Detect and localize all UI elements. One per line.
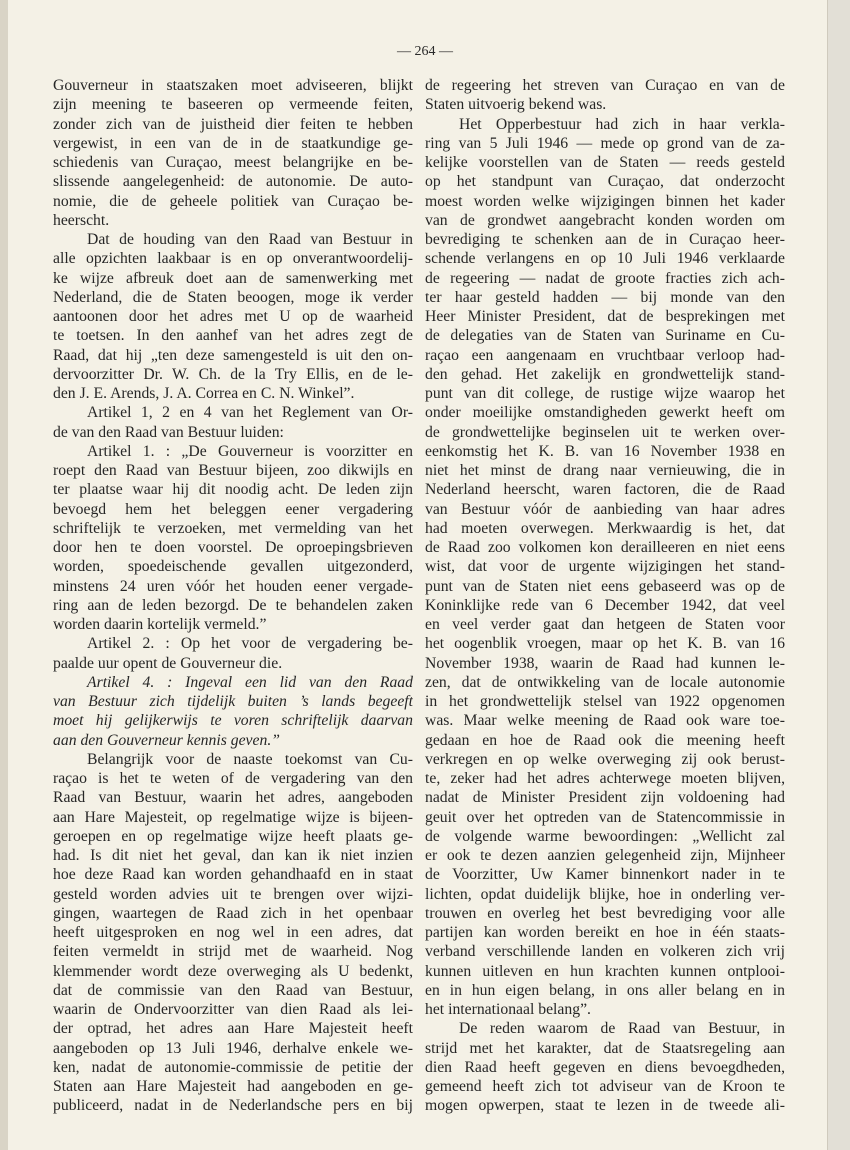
text-line: trouwen en overleg het best bevrediging voor alle: [425, 904, 785, 922]
text-line: ke wijze afbreuk doet aan de samenwerking met: [53, 269, 413, 287]
text-line: zijn meening te baseeren op vermeende feiten,: [53, 96, 413, 114]
text-line: waarin de Ondervoorzitter van dien Raad als lei-: [53, 1001, 413, 1018]
text-line: den J. E. Arends, J. A. Correa en C. N. Winkel”.: [53, 385, 355, 402]
text-line: publiceerd, nadat in de Nederlandsche pers en bij: [53, 1097, 413, 1115]
text-line: de delegaties van de Staten van Suriname en Cu-: [425, 327, 785, 345]
text-line: schiedenis van Curaçao, meest belangrijke en be-: [53, 154, 413, 171]
text-line: ter plaatse waar hij dit noodig acht. De leden zijn: [53, 481, 413, 499]
text-line: minstens 24 uren vóór het houden eener vergade-: [53, 577, 413, 595]
text-line: de Raad zoo volkomen kon derailleeren en niet eens: [425, 539, 785, 556]
text-line: verband verschillende landen en volkeren zich vrij: [425, 943, 785, 961]
text-line: van Bestuur zich tijdelijk buiten ’s lands begeeft: [53, 693, 413, 710]
text-line: Gouverneur in staatszaken moet adviseeren, blijkt: [53, 77, 413, 94]
text-line: had. Is dit niet het geval, dan kan ik niet inzien: [53, 847, 413, 864]
text-line: de volgende warme bewoordingen: „Wellicht zal: [425, 827, 785, 845]
left-text-column: [53, 76, 413, 1116]
text-line: punt van dit college, de rustige wijze waarop het: [425, 385, 785, 402]
text-line: van de grondwet aangebracht konden worden om: [425, 211, 785, 229]
text-line: bevoegd hem het beleggen eener vergadering: [53, 500, 413, 518]
text-line: en veel verder gaat dan hetgeen de Staten voor: [425, 616, 785, 633]
text-line: De reden waarom de Raad van Bestuur, in: [459, 1020, 785, 1038]
text-line: Artikel 1, 2 en 4 van het Reglement van Or-: [87, 404, 413, 422]
text-line: den gehad. Het zakelijk en grondwettelijk stand-: [425, 365, 785, 383]
text-line: verkregen en op welke overweging zij ook berust-: [425, 750, 785, 768]
text-line: te, zeker had het adres achterwege moeten blijven,: [425, 770, 785, 787]
text-line: zen, dat de ontwikkeling van de locale autonomie: [425, 673, 785, 691]
text-line: gingen, waartegen de Raad zich in het openbaar: [53, 904, 413, 922]
text-line: kunnen uitleven en hun krachten kunnen ontplooi-: [425, 962, 785, 980]
text-line: ter haar gesteld hadden — bij monde van den: [425, 288, 785, 306]
text-line: schriftelijk te verzoeken, met vermelding van het: [53, 519, 413, 537]
text-line: was. Maar welke meening de Raad ook ware toe-: [425, 712, 785, 730]
text-line: geroepen en op regelmatige wijze heeft plaats ge-: [53, 827, 413, 845]
text-line: had moeten overwegen. Merkwaardig is het, dat: [425, 519, 785, 537]
text-line: Belangrijk voor de naaste toekomst van Cu-: [87, 750, 413, 768]
text-line: gesteld worden advies uit te brengen over wijzi-: [53, 885, 413, 903]
text-line: heeft uitgesproken en nog wel in een adres, dat: [53, 924, 413, 941]
text-line: dervoorzitter Dr. W. Ch. de la Try Ellis, en de le-: [53, 365, 413, 383]
text-line: worden, spoedeischende gevallen uitgezonderd,: [53, 558, 413, 576]
text-line: ken, nadat de autonomie-commissie de petitie der: [53, 1058, 413, 1076]
text-line: in het grondwettelijk stelsel van 1922 opgenomen: [425, 693, 785, 710]
text-line: van Bestuur vóór de aanbieding van haar adres: [425, 500, 785, 518]
text-line: de grondwettelijke beginselen uit te werken over-: [425, 423, 785, 441]
text-line: Het Opperbestuur had zich in haar verkla-: [459, 115, 785, 133]
text-line: en in hun eigen belang, in ons aller belang en in: [425, 981, 785, 999]
page-left-edge: [0, 0, 8, 1150]
text-line: raçao is het te weten of de vergadering van den: [53, 770, 413, 787]
text-line: niet het minst de drang naar vernieuwing, die in: [425, 462, 785, 479]
text-line: lichten, opdat duidelijk blijke, hoe in onderling ver-: [425, 885, 785, 903]
text-line: raçao een aangenaam en vruchtbaar verloop had-: [425, 346, 785, 364]
text-line: strijd met het karakter, dat de Staatsregeling aan: [425, 1039, 785, 1057]
text-line: het oogenblik vroegen, maar op het K. B. van 16: [425, 635, 785, 653]
text-line: November 1938, waarin de Raad had kunnen le-: [425, 654, 785, 672]
text-line: aantoonen door het adres met U op de waarheid: [53, 308, 413, 325]
text-line: zonder zich van de juistheid dier feiten te hebben: [53, 115, 413, 133]
text-line: dien Raad heeft gegeven en diens bevoegdheden,: [425, 1058, 785, 1076]
text-line: paalde uur opent de Gouverneur die.: [53, 654, 283, 672]
text-line: moest worden welke wijzigingen binnen het kader: [425, 192, 785, 210]
text-line: bevrediging te schenken aan de in Curaçao heer-: [425, 231, 785, 248]
text-line: Artikel 2. : Op het voor de vergadering be-: [87, 635, 413, 653]
text-line: dat de commissie van den Raad van Bestuur,: [53, 981, 413, 999]
text-line: wist, dat voor de urgente wijzigingen het stand-: [425, 558, 785, 576]
text-line: slissende aangelegenheid: de autonomie. De auto-: [53, 173, 413, 191]
text-line: kelijke voorstellen van de Staten — reeds gesteld: [425, 154, 785, 171]
text-line: heerscht.: [53, 211, 110, 229]
text-line: Artikel 4. : Ingeval een lid van den Raad: [87, 673, 413, 691]
text-line: mogen opwerpen, staat te lezen in de tweede ali-: [425, 1097, 785, 1115]
text-line: Heer Minister President, dat de besprekingen met: [425, 308, 785, 325]
right-text-column: [425, 76, 785, 1116]
text-line: Staten uitvoerig bekend was.: [425, 96, 607, 114]
text-line: ring van 5 Juli 1946 — mede op grond van de za-: [425, 134, 785, 152]
text-line: gemeend heeft zich tot adviseur van de Kroon te: [425, 1078, 785, 1095]
text-line: de Voorzitter, Uw Kamer binnenkort nader in te: [425, 866, 785, 884]
text-line: te toetsen. In den aanhef van het adres zegt de: [53, 327, 413, 345]
text-line: gedaan en hoe de Raad ook die meening heeft: [425, 731, 785, 749]
text-line: Nederland heerscht, waren factoren, die de Raad: [425, 481, 785, 499]
text-line: nadat de Minister President zijn voldoening had: [425, 789, 785, 807]
text-line: de van den Raad van Bestuur luiden:: [53, 423, 284, 441]
text-line: de regeering — nadat de groote fracties zich ach-: [425, 269, 785, 287]
text-line: Raad van Bestuur, waarin het adres, aangeboden: [53, 789, 413, 807]
text-line: moet hij gelijkerwijs te voren schriftelijk daarvan: [53, 712, 413, 730]
text-line: vergewist, in een van de in de staatkundige ge-: [53, 134, 413, 152]
text-line: nomie, die de geheele politiek van Curaçao be-: [53, 192, 413, 210]
text-line: roept den Raad van Bestuur bijeen, zoo dikwijls en: [53, 462, 413, 479]
text-line: aangeboden op 13 Juli 1946, derhalve enkele we-: [53, 1039, 413, 1057]
text-line: ring aan de leden bezorgd. De te behandelen zaken: [53, 596, 413, 614]
text-line: op het standpunt van Curaçao, dat onderzocht: [425, 173, 785, 191]
text-line: hoe deze Raad kan worden gehandhaafd en in staat: [53, 866, 413, 884]
text-line: feiten vermeldt in strijd met de waarheid. Nog: [53, 943, 413, 961]
text-line: door hen te doen voorstel. De oproepingsbrieven: [53, 539, 413, 556]
page-right-edge: [827, 0, 850, 1150]
text-line: Nederland, die de Staten beoogen, moge ik verder: [53, 288, 413, 306]
text-line: het internationaal belang”.: [425, 1001, 591, 1018]
text-line: aan Hare Majesteit, op regelmatige wijze is bijeen-: [53, 808, 413, 826]
text-line: worden daarin kortelijk vermeld.”: [53, 616, 267, 633]
page-number: — 264 —: [397, 44, 453, 59]
text-line: geuit over het optreden van de Statencommissie in: [425, 808, 785, 826]
text-line: er ook te dezen aanzien gelegenheid zijn, Mijnheer: [425, 847, 785, 864]
text-line: der optrad, het adres aan Hare Majesteit heeft: [53, 1020, 413, 1038]
text-line: aan den Gouverneur kennis geven.”: [53, 731, 280, 749]
text-line: onder moeilijke omstandigheden gewerkt heeft om: [425, 404, 785, 422]
text-line: punt van de Staten niet eens gebaseerd was op de: [425, 577, 785, 595]
text-line: Staten aan Hare Majesteit had aangeboden en ge-: [53, 1078, 413, 1095]
text-line: schende verlangens en op 10 Juli 1946 verklaarde: [425, 250, 785, 268]
text-line: alle opzichten laakbaar is en op onverantwoordelij-: [53, 250, 413, 268]
text-line: Dat de houding van den Raad van Bestuur in: [87, 231, 413, 248]
text-line: Artikel 1. : „De Gouverneur is voorzitter en: [87, 442, 413, 460]
text-line: Raad, dat hij „ten deze samengesteld is uit den on-: [53, 346, 413, 364]
text-line: partijen kan worden bereikt en hoe in één staats-: [425, 924, 785, 941]
text-line: de regeering het streven van Curaçao en van de: [425, 77, 785, 94]
text-line: Koninklijke rede van 6 December 1942, dat veel: [425, 596, 785, 614]
text-line: klemmender wordt deze overweging als U bedenkt,: [53, 962, 413, 980]
text-line: eenkomstig het K. B. van 16 November 1938 en: [425, 442, 785, 460]
